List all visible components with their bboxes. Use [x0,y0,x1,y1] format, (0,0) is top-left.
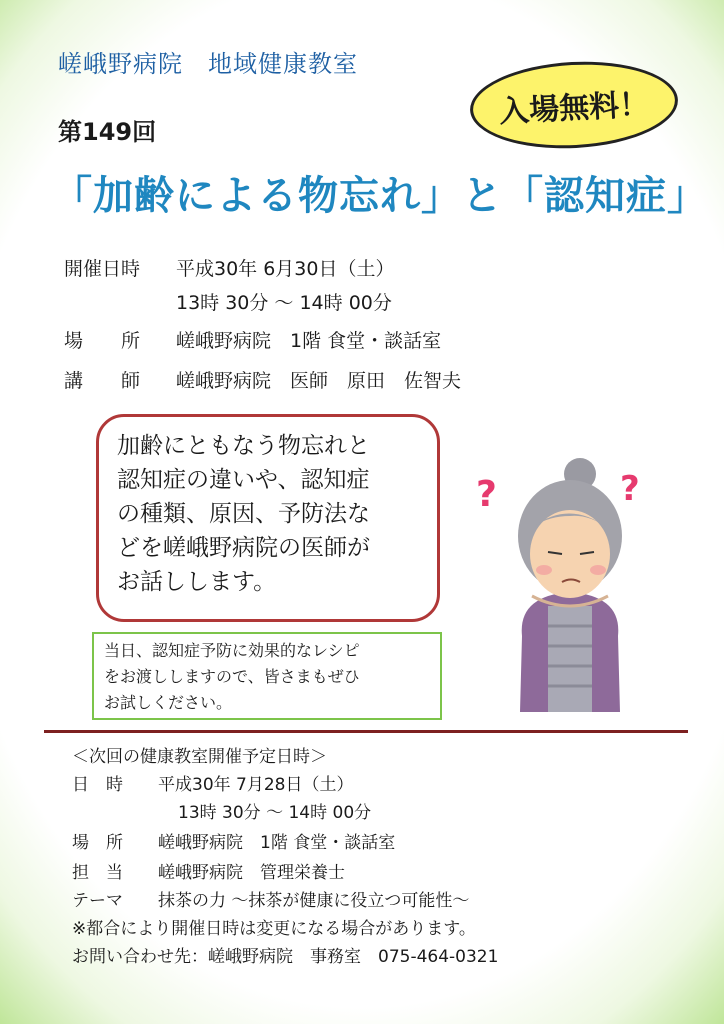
next-date-label: 日 時 [72,775,123,795]
next-theme-row [72,886,469,911]
event-date-value: 平成30年 6月30日（土） [176,258,395,280]
organization-name: 嵯峨野病院 地域健康教室 [58,50,358,78]
shirt-shape [548,606,592,712]
description-line: 加齢にともなう物忘れと [117,433,370,459]
description-line: の種類、原因、予防法な [117,501,370,527]
notice-line: お試しください。 [104,693,233,712]
description-line: お話しします。 [117,569,277,595]
contact-info: お問い合わせ先：嵯峨野病院 事務室 075-464-0321 [72,947,499,967]
next-staff-value: 嵯峨野病院 管理栄養士 [158,863,345,883]
description-line: 認知症の違いや、認知症 [117,467,370,493]
next-place-row [72,828,395,853]
elderly-woman-illustration [470,456,670,712]
face-shape [530,510,610,598]
free-admission-label: 入場無料！ [498,87,650,130]
event-lecturer-row [64,366,461,393]
next-staff-label: 担 当 [72,863,123,883]
question-mark-icon: ? [476,474,497,515]
next-time-value: 13時 30分 ～ 14時 00分 [178,803,372,823]
next-theme-value: 抹茶の力 ～抹茶が健康に役立つ可能性～ [158,891,470,911]
event-lecturer-value: 嵯峨野病院 医師 原田 佐智夫 [176,370,462,392]
event-date-label: 開催日時 [64,258,141,280]
next-place-value: 嵯峨野病院 1階 食堂・談話室 [158,833,396,853]
section-divider [44,730,688,733]
event-date-row [64,254,394,281]
notice-line: 当日、認知症予防に効果的なレシピ [104,641,360,660]
next-event-heading: ＜次回の健康教室開催予定日時＞ [72,747,327,767]
next-place-label: 場 所 [72,833,123,853]
recipe-notice-box [92,632,442,720]
next-date-row [72,770,353,795]
next-staff-row [72,858,345,883]
issue-number: 第149回 [58,118,157,146]
free-admission-badge [468,57,680,154]
event-lecturer-label: 講 師 [64,370,141,392]
question-mark-icon: ? [620,469,640,509]
next-theme-label: テーマ [72,891,123,911]
page-title: 「加齢による物忘れ」と「認知症」 [52,173,708,219]
next-date-value: 平成30年 7月28日（土） [158,775,354,795]
event-place-row [64,326,441,353]
event-place-value: 嵯峨野病院 1階 食堂・談話室 [176,330,442,352]
description-line: どを嵯峨野病院の医師が [117,535,370,561]
notice-line: をお渡ししますので、皆さまもぜひ [104,667,360,686]
schedule-change-note: ※都合により開催日時は変更になる場合があります。 [72,919,476,939]
event-place-label: 場 所 [64,330,141,352]
description-bubble [96,414,440,622]
event-time-value: 13時 30分 ～ 14時 00分 [176,292,392,314]
